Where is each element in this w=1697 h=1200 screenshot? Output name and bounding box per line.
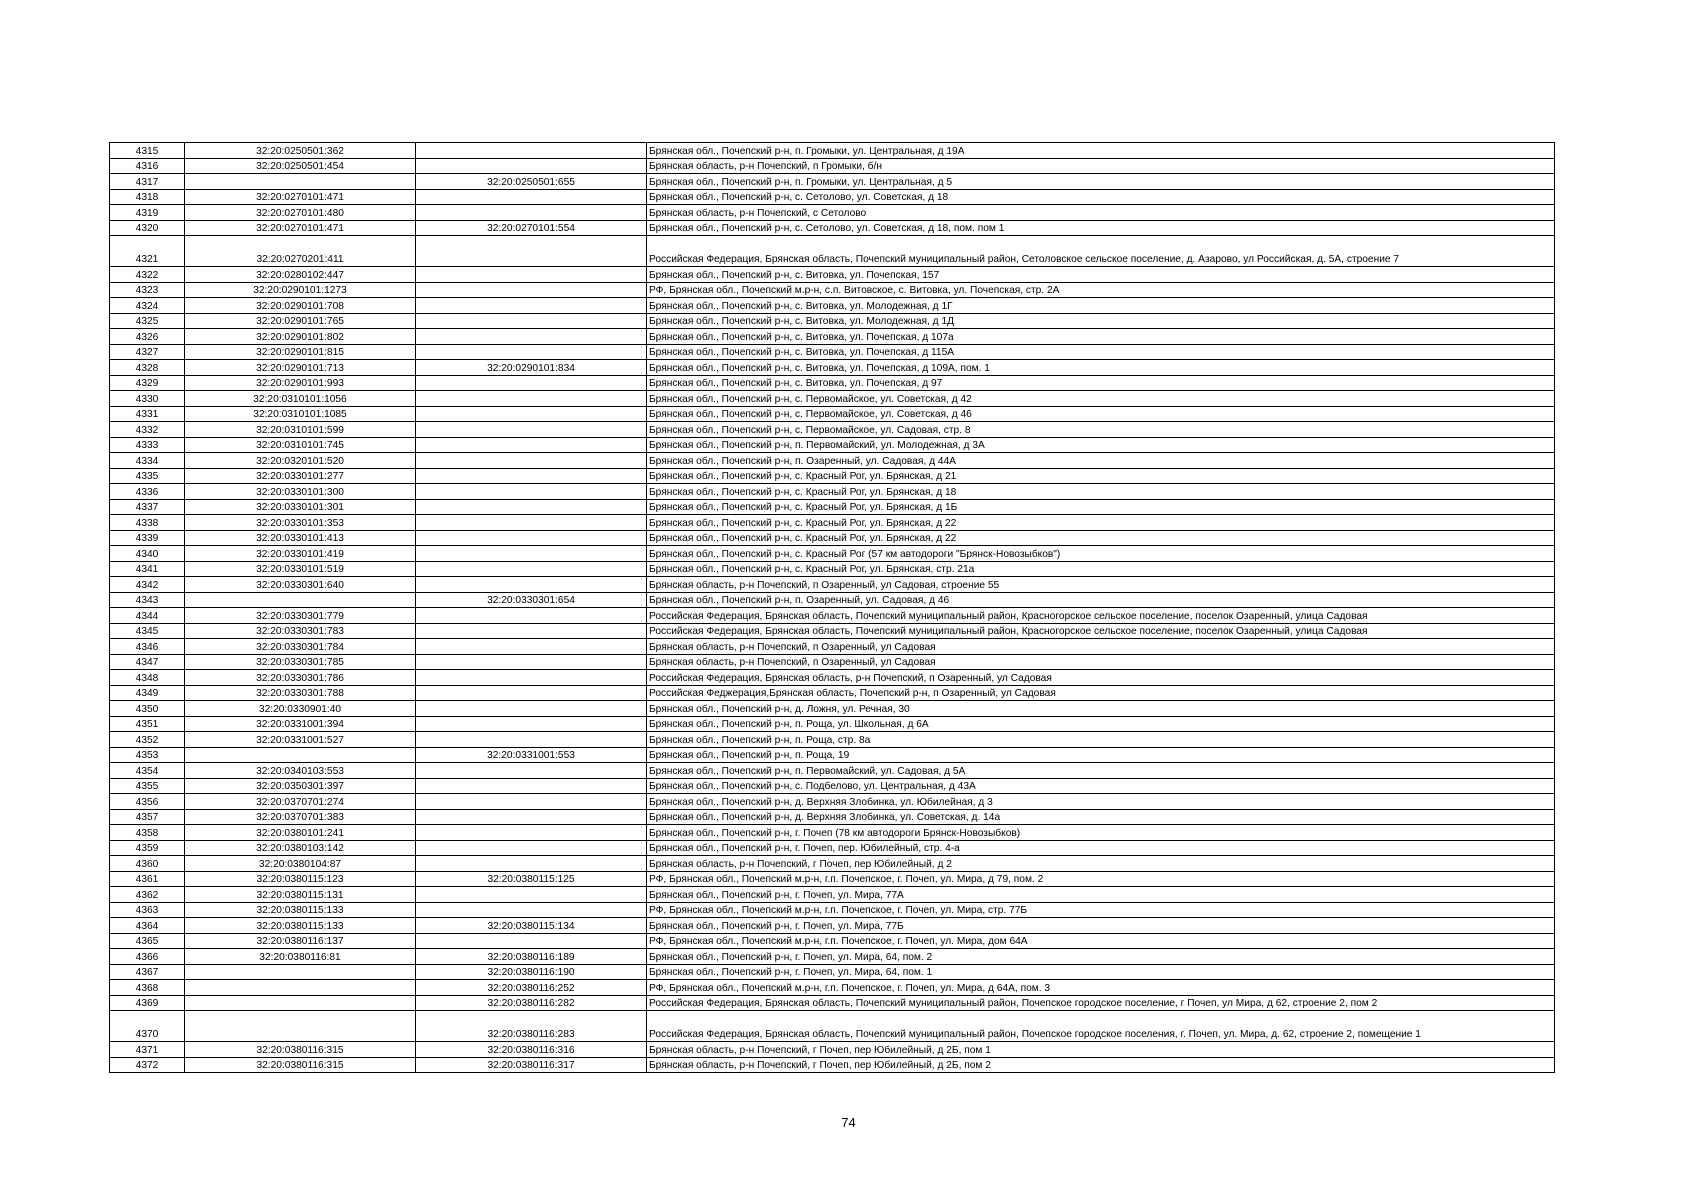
cadastral-number-cell: 32:20:0330101:419 xyxy=(185,546,416,562)
row-number-cell: 4360 xyxy=(110,856,185,872)
cadastral-number-cell: 32:20:0320101:520 xyxy=(185,453,416,469)
row-number-cell: 4362 xyxy=(110,887,185,903)
address-cell: Брянская обл., Почепский р-н, с. Первомайское, ул. Садовая, стр. 8 xyxy=(647,422,1555,438)
related-cadastral-number-cell xyxy=(416,856,647,872)
address-cell: Брянская обл., Почепский р-н, с. Красный Рог, ул. Брянская, д 22 xyxy=(647,515,1555,531)
table-row xyxy=(110,840,1555,856)
address-cell: РФ, Брянская обл., Почепский м.р-н, г.п. Почепское, г. Почеп, ул. Мира, стр. 77Б xyxy=(647,902,1555,918)
cadastral-number-cell: 32:20:0310101:1085 xyxy=(185,406,416,422)
table-row xyxy=(110,406,1555,422)
cadastral-number-cell: 32:20:0380115:133 xyxy=(185,918,416,934)
related-cadastral-number-cell xyxy=(416,453,647,469)
cadastral-number-cell: 32:20:0380103:142 xyxy=(185,840,416,856)
related-cadastral-number-cell xyxy=(416,763,647,779)
address-cell: Брянская обл., Почепский р-н, с. Красный Рог, ул. Брянская, д 1Б xyxy=(647,499,1555,515)
row-number-cell: 4322 xyxy=(110,267,185,283)
cadastral-number-cell: 32:20:0330301:779 xyxy=(185,608,416,624)
related-cadastral-number-cell xyxy=(416,484,647,500)
address-cell: Брянская обл., Почепский р-н, г. Почеп, ул. Мира, 64, пом. 2 xyxy=(647,949,1555,965)
address-cell: Брянская обл., Почепский р-н, с. Красный Рог, ул. Брянская, д 21 xyxy=(647,468,1555,484)
table-row xyxy=(110,887,1555,903)
row-number-cell: 4363 xyxy=(110,902,185,918)
related-cadastral-number-cell: 32:20:0380116:316 xyxy=(416,1042,647,1058)
table-row xyxy=(110,716,1555,732)
address-cell: Брянская обл., Почепский р-н, п. Роща, 19 xyxy=(647,747,1555,763)
cadastral-number-cell: 32:20:0270101:471 xyxy=(185,220,416,236)
row-number-cell: 4330 xyxy=(110,391,185,407)
row-number-cell: 4329 xyxy=(110,375,185,391)
row-number-cell: 4358 xyxy=(110,825,185,841)
table-row xyxy=(110,189,1555,205)
cadastral-number-cell: 32:20:0310101:599 xyxy=(185,422,416,438)
row-number-cell: 4325 xyxy=(110,313,185,329)
address-cell: Брянская обл., Почепский р-н, д. Ложня, ул. Речная, 30 xyxy=(647,701,1555,717)
address-cell: Брянская область, р-н Почепский, г Почеп, пер Юбилейный, д 2Б, пом 2 xyxy=(647,1057,1555,1073)
table-row xyxy=(110,592,1555,608)
address-cell: Брянская область, р-н Почепский, п Озаренный, ул Садовая xyxy=(647,639,1555,655)
cadastral-number-cell: 32:20:0380104:87 xyxy=(185,856,416,872)
address-cell: Брянская обл., Почепский р-н, п. Озаренный, ул. Садовая, д 44А xyxy=(647,453,1555,469)
related-cadastral-number-cell xyxy=(416,406,647,422)
table-row xyxy=(110,701,1555,717)
related-cadastral-number-cell: 32:20:0380116:252 xyxy=(416,980,647,996)
address-cell: Брянская обл., Почепский р-н, с. Первомайское, ул. Советская, д 46 xyxy=(647,406,1555,422)
cadastral-number-cell: 32:20:0330301:784 xyxy=(185,639,416,655)
cadastral-number-cell xyxy=(185,1011,416,1042)
table-row xyxy=(110,1057,1555,1073)
row-number-cell: 4355 xyxy=(110,778,185,794)
row-number-cell: 4326 xyxy=(110,329,185,345)
address-cell: Брянская область, р-н Почепский, п Громыки, б/н xyxy=(647,158,1555,174)
table-row xyxy=(110,995,1555,1011)
related-cadastral-number-cell xyxy=(416,577,647,593)
address-cell: Брянская область, р-н Почепский, с Сетолово xyxy=(647,205,1555,221)
table-row xyxy=(110,313,1555,329)
address-cell: Брянская обл., Почепский р-н, с. Красный Рог (57 км автодороги "Брянск-Новозыбков") xyxy=(647,546,1555,562)
related-cadastral-number-cell xyxy=(416,158,647,174)
table-row xyxy=(110,437,1555,453)
row-number-cell: 4354 xyxy=(110,763,185,779)
related-cadastral-number-cell: 32:20:0380116:317 xyxy=(416,1057,647,1073)
table-row xyxy=(110,577,1555,593)
address-cell: Брянская обл., Почепский р-н, с. Красный Рог, ул. Брянская, д 22 xyxy=(647,530,1555,546)
row-number-cell: 4316 xyxy=(110,158,185,174)
row-number-cell: 4356 xyxy=(110,794,185,810)
related-cadastral-number-cell xyxy=(416,282,647,298)
related-cadastral-number-cell xyxy=(416,902,647,918)
table-row xyxy=(110,360,1555,376)
address-cell: Брянская обл., Почепский р-н, г. Почеп, ул. Мира, 77Б xyxy=(647,918,1555,934)
row-number-cell: 4364 xyxy=(110,918,185,934)
address-cell: Брянская область, р-н Почепский, г Почеп, пер Юбилейный, д 2Б, пом 1 xyxy=(647,1042,1555,1058)
address-cell: Брянская обл., Почепский р-н, г. Почеп, ул. Мира, 77А xyxy=(647,887,1555,903)
table-row xyxy=(110,685,1555,701)
table-row xyxy=(110,763,1555,779)
related-cadastral-number-cell: 32:20:0380116:283 xyxy=(416,1011,647,1042)
cadastral-number-cell: 32:20:0290101:815 xyxy=(185,344,416,360)
related-cadastral-number-cell xyxy=(416,809,647,825)
table-row xyxy=(110,484,1555,500)
row-number-cell: 4341 xyxy=(110,561,185,577)
related-cadastral-number-cell xyxy=(416,561,647,577)
related-cadastral-number-cell xyxy=(416,298,647,314)
address-cell: Брянская обл., Почепский р-н, с. Красный Рог, ул. Брянская, д 18 xyxy=(647,484,1555,500)
address-cell: Брянская обл., Почепский р-н, г. Почеп, ул. Мира, 64, пом. 1 xyxy=(647,964,1555,980)
related-cadastral-number-cell xyxy=(416,468,647,484)
address-cell: Брянская обл., Почепский р-н, с. Сетолово, ул. Советская, д 18 xyxy=(647,189,1555,205)
row-number-cell: 4328 xyxy=(110,360,185,376)
address-cell: Брянская обл., Почепский р-н, п. Первомайский, ул. Садовая, д 5А xyxy=(647,763,1555,779)
related-cadastral-number-cell xyxy=(416,639,647,655)
address-cell: РФ, Брянская обл., Почепский м.р-н, г.п. Почепское, г. Почеп, ул. Мира, д 64А, пом. 3 xyxy=(647,980,1555,996)
cadastral-number-cell: 32:20:0330101:413 xyxy=(185,530,416,546)
row-number-cell: 4372 xyxy=(110,1057,185,1073)
row-number-cell: 4351 xyxy=(110,716,185,732)
table-row xyxy=(110,1011,1555,1042)
address-cell: Брянская обл., Почепский р-н, с. Витовка, ул. Почепская, д 107а xyxy=(647,329,1555,345)
cadastral-number-cell: 32:20:0370701:274 xyxy=(185,794,416,810)
table-row xyxy=(110,871,1555,887)
cadastral-number-cell: 32:20:0330101:519 xyxy=(185,561,416,577)
table-row xyxy=(110,856,1555,872)
cadastral-number-cell: 32:20:0380115:131 xyxy=(185,887,416,903)
address-cell: Брянская обл., Почепский р-н, с. Первомайское, ул. Советская, д 42 xyxy=(647,391,1555,407)
cadastral-number-cell: 32:20:0290101:802 xyxy=(185,329,416,345)
cadastral-number-cell: 32:20:0330101:300 xyxy=(185,484,416,500)
table-row xyxy=(110,561,1555,577)
row-number-cell: 4324 xyxy=(110,298,185,314)
cadastral-number-cell xyxy=(185,747,416,763)
cadastral-number-cell xyxy=(185,592,416,608)
address-cell: Брянская обл., Почепский р-н, с. Сетолово, ул. Советская, д 18, пом. пом 1 xyxy=(647,220,1555,236)
row-number-cell: 4370 xyxy=(110,1011,185,1042)
row-number-cell: 4365 xyxy=(110,933,185,949)
related-cadastral-number-cell xyxy=(416,189,647,205)
cadastral-number-cell: 32:20:0380115:133 xyxy=(185,902,416,918)
table-row xyxy=(110,623,1555,639)
cadastral-number-cell: 32:20:0380116:81 xyxy=(185,949,416,965)
address-cell: Брянская обл., Почепский р-н, г. Почеп, пер. Юбилейный, стр. 4-а xyxy=(647,840,1555,856)
cadastral-number-cell: 32:20:0350301:397 xyxy=(185,778,416,794)
address-cell: Брянская обл., Почепский р-н, п. Громыки, ул. Центральная, д 5 xyxy=(647,174,1555,190)
row-number-cell: 4359 xyxy=(110,840,185,856)
row-number-cell: 4317 xyxy=(110,174,185,190)
page-number: 74 xyxy=(841,1115,856,1130)
row-number-cell: 4361 xyxy=(110,871,185,887)
address-cell: Российская Федерация, Брянская область, Почепский муниципальный район, Красногорское сельское поселение, поселок Озаренный, улица Садовая xyxy=(647,608,1555,624)
table-row xyxy=(110,980,1555,996)
cadastral-table xyxy=(109,142,1555,1073)
related-cadastral-number-cell: 32:20:0380115:125 xyxy=(416,871,647,887)
table-row xyxy=(110,949,1555,965)
table-row xyxy=(110,329,1555,345)
related-cadastral-number-cell xyxy=(416,623,647,639)
address-cell: Российская Федерация, Брянская область, Почепский муниципальный район, Красногорское сельское поселение, поселок Озаренный, улица Садовая xyxy=(647,623,1555,639)
cadastral-number-cell: 32:20:0330101:277 xyxy=(185,468,416,484)
row-number-cell: 4332 xyxy=(110,422,185,438)
address-cell: Брянская обл., Почепский р-н, п. Роща, стр. 8а xyxy=(647,732,1555,748)
cadastral-number-cell: 32:20:0380116:315 xyxy=(185,1057,416,1073)
related-cadastral-number-cell xyxy=(416,778,647,794)
cadastral-number-cell: 32:20:0330301:640 xyxy=(185,577,416,593)
row-number-cell: 4315 xyxy=(110,143,185,159)
table-row xyxy=(110,794,1555,810)
row-number-cell: 4368 xyxy=(110,980,185,996)
row-number-cell: 4331 xyxy=(110,406,185,422)
row-number-cell: 4342 xyxy=(110,577,185,593)
cadastral-number-cell: 32:20:0270201:411 xyxy=(185,236,416,267)
related-cadastral-number-cell xyxy=(416,329,647,345)
related-cadastral-number-cell xyxy=(416,313,647,329)
related-cadastral-number-cell: 32:20:0380116:189 xyxy=(416,949,647,965)
cadastral-number-cell xyxy=(185,174,416,190)
row-number-cell: 4335 xyxy=(110,468,185,484)
cadastral-number-cell: 32:20:0290101:765 xyxy=(185,313,416,329)
row-number-cell: 4336 xyxy=(110,484,185,500)
related-cadastral-number-cell xyxy=(416,515,647,531)
table-row xyxy=(110,344,1555,360)
cadastral-number-cell: 32:20:0270101:471 xyxy=(185,189,416,205)
cadastral-number-cell xyxy=(185,995,416,1011)
cadastral-number-cell: 32:20:0310101:745 xyxy=(185,437,416,453)
related-cadastral-number-cell xyxy=(416,422,647,438)
table-row xyxy=(110,453,1555,469)
table-row xyxy=(110,825,1555,841)
row-number-cell: 4337 xyxy=(110,499,185,515)
related-cadastral-number-cell xyxy=(416,716,647,732)
row-number-cell: 4369 xyxy=(110,995,185,1011)
table-row xyxy=(110,158,1555,174)
related-cadastral-number-cell xyxy=(416,685,647,701)
related-cadastral-number-cell xyxy=(416,344,647,360)
related-cadastral-number-cell xyxy=(416,794,647,810)
cadastral-number-cell: 32:20:0280102:447 xyxy=(185,267,416,283)
related-cadastral-number-cell xyxy=(416,499,647,515)
table-row xyxy=(110,654,1555,670)
row-number-cell: 4357 xyxy=(110,809,185,825)
table-row xyxy=(110,282,1555,298)
table-row xyxy=(110,918,1555,934)
row-number-cell: 4353 xyxy=(110,747,185,763)
address-cell: Брянская область, р-н Почепский, п Озаренный, ул Садовая, строение 55 xyxy=(647,577,1555,593)
row-number-cell: 4320 xyxy=(110,220,185,236)
address-cell: Брянская обл., Почепский р-н, с. Витовка, ул. Молодежная, д 1Г xyxy=(647,298,1555,314)
cadastral-number-cell xyxy=(185,964,416,980)
related-cadastral-number-cell: 32:20:0380116:282 xyxy=(416,995,647,1011)
cadastral-number-cell: 32:20:0380101:241 xyxy=(185,825,416,841)
row-number-cell: 4323 xyxy=(110,282,185,298)
cadastral-number-cell xyxy=(185,980,416,996)
row-number-cell: 4339 xyxy=(110,530,185,546)
cadastral-number-cell: 32:20:0340103:553 xyxy=(185,763,416,779)
address-cell: Брянская обл., Почепский р-н, д. Верхняя Злобинка, ул. Советская, д. 14а xyxy=(647,809,1555,825)
related-cadastral-number-cell: 32:20:0380116:190 xyxy=(416,964,647,980)
address-cell: Брянская обл., Почепский р-н, д. Верхняя Злобинка, ул. Юбилейная, д 3 xyxy=(647,794,1555,810)
table-row xyxy=(110,174,1555,190)
table-row xyxy=(110,747,1555,763)
table-row xyxy=(110,422,1555,438)
address-cell: Брянская обл., Почепский р-н, с. Подбелово, ул. Центральная, д 43А xyxy=(647,778,1555,794)
related-cadastral-number-cell xyxy=(416,267,647,283)
table-row xyxy=(110,608,1555,624)
address-cell: Брянская обл., Почепский р-н, г. Почеп (78 км автодороги Брянск-Новозыбков) xyxy=(647,825,1555,841)
table-row xyxy=(110,902,1555,918)
row-number-cell: 4345 xyxy=(110,623,185,639)
address-cell: Брянская обл., Почепский р-н, п. Первомайский, ул. Молодежная, д 3А xyxy=(647,437,1555,453)
cadastral-number-cell: 32:20:0250501:454 xyxy=(185,158,416,174)
related-cadastral-number-cell xyxy=(416,654,647,670)
address-cell: Российская Федерация, Брянская область, Почепский муниципальный район, Почепское городское поселения, г. Почеп, ул. Мира, д. 62, строение 2, помещение 1 xyxy=(647,1011,1555,1042)
related-cadastral-number-cell: 32:20:0250501:655 xyxy=(416,174,647,190)
address-cell: РФ, Брянская обл., Почепский м.р-н, с.п. Витовское, с. Витовка, ул. Почепская, стр. 2А xyxy=(647,282,1555,298)
row-number-cell: 4348 xyxy=(110,670,185,686)
table-row xyxy=(110,530,1555,546)
row-number-cell: 4371 xyxy=(110,1042,185,1058)
related-cadastral-number-cell xyxy=(416,825,647,841)
address-cell: Брянская обл., Почепский р-н, с. Витовка, ул. Почепская, д 109А, пом. 1 xyxy=(647,360,1555,376)
table-row xyxy=(110,515,1555,531)
related-cadastral-number-cell xyxy=(416,143,647,159)
cadastral-number-cell: 32:20:0270101:480 xyxy=(185,205,416,221)
related-cadastral-number-cell xyxy=(416,205,647,221)
address-cell: Российская Федерация, Брянская область, Почепский муниципальный район, Сетоловское сельское поселение, д. Азарово, ул Российская, д. 5А, строение 7 xyxy=(647,236,1555,267)
table-row xyxy=(110,236,1555,267)
related-cadastral-number-cell xyxy=(416,670,647,686)
row-number-cell: 4349 xyxy=(110,685,185,701)
table-row xyxy=(110,499,1555,515)
address-cell: Российская Феджерация,Брянская область, Почепский р-н, п Озаренный, ул Садовая xyxy=(647,685,1555,701)
row-number-cell: 4350 xyxy=(110,701,185,717)
row-number-cell: 4340 xyxy=(110,546,185,562)
address-cell: Брянская обл., Почепский р-н, п. Озаренный, ул. Садовая, д 46 xyxy=(647,592,1555,608)
address-cell: Брянская область, р-н Почепский, г Почеп, пер Юбилейный, д 2 xyxy=(647,856,1555,872)
cadastral-number-cell: 32:20:0331001:527 xyxy=(185,732,416,748)
table-row xyxy=(110,670,1555,686)
row-number-cell: 4344 xyxy=(110,608,185,624)
table-row xyxy=(110,639,1555,655)
cadastral-number-cell: 32:20:0330301:785 xyxy=(185,654,416,670)
table-row xyxy=(110,546,1555,562)
cadastral-number-cell: 32:20:0290101:713 xyxy=(185,360,416,376)
row-number-cell: 4346 xyxy=(110,639,185,655)
table-row xyxy=(110,267,1555,283)
table-row xyxy=(110,778,1555,794)
cadastral-number-cell: 32:20:0290101:708 xyxy=(185,298,416,314)
table-row xyxy=(110,375,1555,391)
table-row xyxy=(110,933,1555,949)
related-cadastral-number-cell xyxy=(416,701,647,717)
row-number-cell: 4319 xyxy=(110,205,185,221)
cadastral-number-cell: 32:20:0370701:383 xyxy=(185,809,416,825)
cadastral-number-cell: 32:20:0330301:786 xyxy=(185,670,416,686)
table-row xyxy=(110,143,1555,159)
related-cadastral-number-cell: 32:20:0270101:554 xyxy=(416,220,647,236)
address-cell: Брянская обл., Почепский р-н, с. Витовка, ул. Молодежная, д 1Д xyxy=(647,313,1555,329)
table-row xyxy=(110,205,1555,221)
cadastral-number-cell: 32:20:0331001:394 xyxy=(185,716,416,732)
row-number-cell: 4318 xyxy=(110,189,185,205)
related-cadastral-number-cell: 32:20:0380115:134 xyxy=(416,918,647,934)
cadastral-number-cell: 32:20:0250501:362 xyxy=(185,143,416,159)
table-row xyxy=(110,1042,1555,1058)
related-cadastral-number-cell xyxy=(416,887,647,903)
related-cadastral-number-cell: 32:20:0331001:553 xyxy=(416,747,647,763)
related-cadastral-number-cell xyxy=(416,732,647,748)
table-row xyxy=(110,732,1555,748)
address-cell: Брянская обл., Почепский р-н, с. Витовка, ул. Почепская, д 115А xyxy=(647,344,1555,360)
related-cadastral-number-cell: 32:20:0330301:654 xyxy=(416,592,647,608)
related-cadastral-number-cell xyxy=(416,608,647,624)
row-number-cell: 4347 xyxy=(110,654,185,670)
cadastral-number-cell: 32:20:0380116:315 xyxy=(185,1042,416,1058)
table-row xyxy=(110,809,1555,825)
row-number-cell: 4334 xyxy=(110,453,185,469)
address-cell: Брянская обл., Почепский р-н, п. Громыки, ул. Центральная, д 19А xyxy=(647,143,1555,159)
address-cell: Брянская обл., Почепский р-н, с. Витовка, ул. Почепская, д 97 xyxy=(647,375,1555,391)
address-cell: Российская Федерация, Брянская область, р-н Почепский, п Озаренный, ул Садовая xyxy=(647,670,1555,686)
related-cadastral-number-cell xyxy=(416,530,647,546)
cadastral-number-cell: 32:20:0330901:40 xyxy=(185,701,416,717)
cadastral-number-cell: 32:20:0330301:788 xyxy=(185,685,416,701)
cadastral-number-cell: 32:20:0290101:1273 xyxy=(185,282,416,298)
related-cadastral-number-cell xyxy=(416,437,647,453)
address-cell: РФ, Брянская обл., Почепский м.р-н, г.п. Почепское, г. Почеп, ул. Мира, дом 64А xyxy=(647,933,1555,949)
cadastral-number-cell: 32:20:0330101:353 xyxy=(185,515,416,531)
row-number-cell: 4367 xyxy=(110,964,185,980)
address-cell: Брянская область, р-н Почепский, п Озаренный, ул Садовая xyxy=(647,654,1555,670)
row-number-cell: 4321 xyxy=(110,236,185,267)
table-row xyxy=(110,468,1555,484)
cadastral-number-cell: 32:20:0330101:301 xyxy=(185,499,416,515)
table-row xyxy=(110,964,1555,980)
row-number-cell: 4343 xyxy=(110,592,185,608)
cadastral-number-cell: 32:20:0380115:123 xyxy=(185,871,416,887)
table-body xyxy=(110,143,1555,1073)
row-number-cell: 4327 xyxy=(110,344,185,360)
related-cadastral-number-cell xyxy=(416,391,647,407)
related-cadastral-number-cell xyxy=(416,236,647,267)
related-cadastral-number-cell xyxy=(416,546,647,562)
cadastral-number-cell: 32:20:0310101:1056 xyxy=(185,391,416,407)
address-cell: Брянская обл., Почепский р-н, с. Красный Рог, ул. Брянская, стр. 21а xyxy=(647,561,1555,577)
address-cell: Брянская обл., Почепский р-н, п. Роща, ул. Школьная, д 6А xyxy=(647,716,1555,732)
cadastral-number-cell: 32:20:0330301:783 xyxy=(185,623,416,639)
related-cadastral-number-cell xyxy=(416,840,647,856)
address-cell: Брянская обл., Почепский р-н, с. Витовка, ул. Почепская, 157 xyxy=(647,267,1555,283)
row-number-cell: 4352 xyxy=(110,732,185,748)
address-cell: Российская Федерация, Брянская область, Почепский муниципальный район, Почепское городское поселение, г Почеп, ул Мира, д 62, строение 2, пом 2 xyxy=(647,995,1555,1011)
row-number-cell: 4333 xyxy=(110,437,185,453)
related-cadastral-number-cell: 32:20:0290101:834 xyxy=(416,360,647,376)
table-row xyxy=(110,220,1555,236)
related-cadastral-number-cell xyxy=(416,933,647,949)
address-cell: РФ, Брянская обл., Почепский м.р-н, г.п. Почепское, г. Почеп, ул. Мира, д 79, пом. 2 xyxy=(647,871,1555,887)
table-row xyxy=(110,298,1555,314)
row-number-cell: 4338 xyxy=(110,515,185,531)
cadastral-number-cell: 32:20:0380116:137 xyxy=(185,933,416,949)
related-cadastral-number-cell xyxy=(416,375,647,391)
table-row xyxy=(110,391,1555,407)
row-number-cell: 4366 xyxy=(110,949,185,965)
cadastral-number-cell: 32:20:0290101:993 xyxy=(185,375,416,391)
